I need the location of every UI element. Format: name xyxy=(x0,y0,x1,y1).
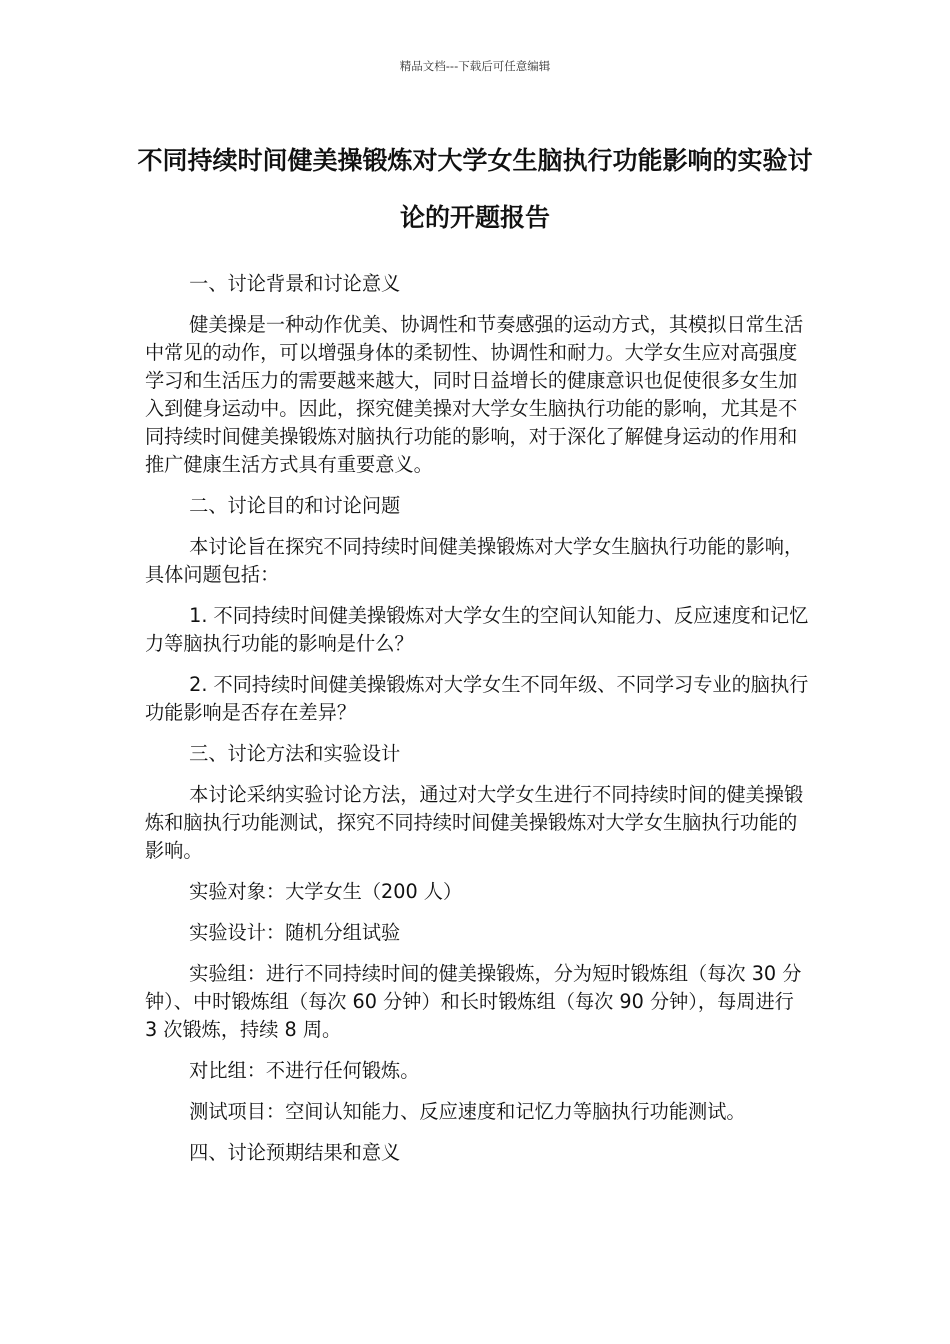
paragraph: 测试项目：空间认知能力、反应速度和记忆力等脑执行功能测试。 xyxy=(189,1100,746,1123)
paragraph: 实验组：进行不同持续时间的健美操锻炼，分为短时锻炼组（每次 30 分钟）、中时锻炼组（每次 60 分钟）和长时锻炼组（每次 90 分钟），每周进行 3 次锻炼，持续 8 周。 xyxy=(145,962,802,1041)
paragraph: 对比组：不进行任何锻炼。 xyxy=(189,1059,420,1082)
paragraph: 健美操是一种动作优美、协调性和节奏感强的运动方式，其模拟日常生活中常见的动作，可以增强身体的柔韧性、协调性和耐力。大学女生应对高强度学习和生活压力的需要越来越大，同时日益增长的健康意识也促使很多女生加入到健身运动中。因此，探究健美操对大学女生脑执行功能的影响，尤其是不同持续时间健美操锻炼对脑执行功能的影响，对于深化了解健身运动的作用和推广健康生活方式具有重要意义。 xyxy=(145,313,804,476)
question-item: 2. 不同持续时间健美操锻炼对大学女生不同年级、不同学习专业的脑执行功能影响是否存在差异？ xyxy=(145,673,809,724)
document-title: 不同持续时间健美操锻炼对大学女生脑执行功能影响的实验讨论的开题报告 xyxy=(137,146,813,232)
section-heading: 四、讨论预期结果和意义 xyxy=(189,1141,401,1164)
document-body xyxy=(145,270,810,1180)
paragraph: 本讨论采纳实验讨论方法，通过对大学女生进行不同持续时间的健美操锻炼和脑执行功能测试，探究不同持续时间健美操锻炼对大学女生脑执行功能的影响。 xyxy=(145,783,804,862)
section-heading: 三、讨论方法和实验设计 xyxy=(189,742,401,765)
section-heading: 一、讨论背景和讨论意义 xyxy=(189,272,401,295)
question-item: 1. 不同持续时间健美操锻炼对大学女生的空间认知能力、反应速度和记忆力等脑执行功能的影响是什么？ xyxy=(145,604,809,655)
paragraph: 实验对象：大学女生（200 人） xyxy=(189,880,463,903)
paragraph: 本讨论旨在探究不同持续时间健美操锻炼对大学女生脑执行功能的影响，具体问题包括： xyxy=(145,535,804,586)
paragraph: 实验设计：随机分组试验 xyxy=(189,921,401,944)
page-header: 精品文档---下载后可任意编辑 xyxy=(399,59,551,73)
section-heading: 二、讨论目的和讨论问题 xyxy=(189,494,401,517)
